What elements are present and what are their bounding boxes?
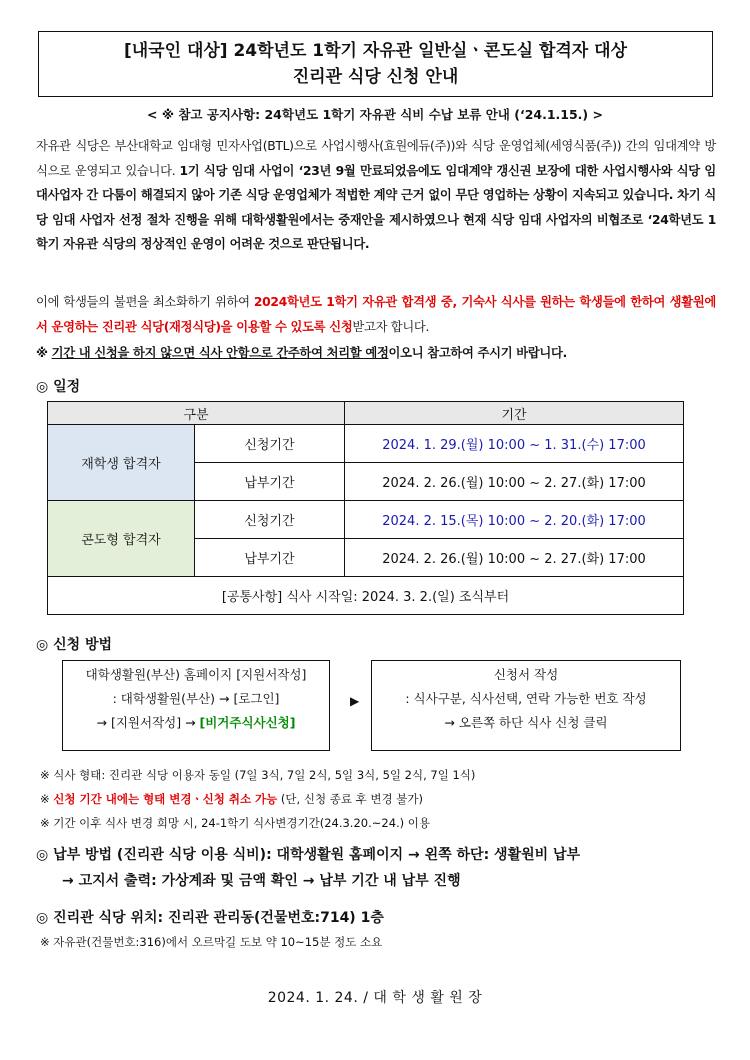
arrow-right-icon: ▶ (350, 694, 360, 708)
warning-underlined: 기간 내 신청을 하지 않으면 식사 안함으로 간주하여 처리할 예정 (51, 346, 389, 360)
intro-text-a: 자유관 식당은 부산대학교 임대형 민자사업(BTL)으로 사업시행사(효원에듀(주))와 식당 운영업체(세영식품(주)) 간의 임대계약 방식으로 운영되고 있습니다. (36, 139, 716, 178)
non-resident-meal-link: [비거주식사신청] (199, 715, 296, 730)
note-after-period: ※ 기간 이후 식사 변경 희망 시, 24-1학기 식사변경기간(24.3.20.~24.) 이용 (40, 816, 431, 830)
note-change-red: 신청 기간 내에는 형태 변경ㆍ신청 취소 가능 (53, 792, 278, 806)
location-heading: ◎ 진리관 식당 위치: 진리관 관리동(건물번호:714) 1층 (36, 910, 384, 926)
box2-line3: → 오른쪽 하단 식사 신청 클릭 (444, 715, 608, 730)
col-category: 구분 (48, 402, 345, 425)
payment-line2: → 고지서 출력: 가상계좌 및 금액 확인 → 납부 기간 내 납부 진행 (62, 873, 461, 889)
title-line2: 진리관 식당 신청 안내 (292, 67, 459, 87)
group-current-students: 재학생 합격자 (48, 425, 195, 501)
purpose-highlight: 2024학년도 1학기 자유관 합격생 중, 기숙사 식사를 원하는 학생들에 한하여 생활원에서 운영하는 진리관 식당(재정식당)을 이용할 수 있도록 신청 (36, 295, 716, 334)
payment-method (36, 842, 726, 894)
g1-pay-period: 2024. 2. 26.(월) 10:00 ~ 2. 27.(화) 17:00 (345, 463, 684, 501)
box1-line3-text: → [지원서작성] → (96, 715, 200, 730)
location-note: ※ 자유관(건물번호:316)에서 오르막길 도보 약 10~15분 정도 소요 (40, 935, 383, 949)
g2-pay-period: 2024. 2. 26.(월) 10:00 ~ 2. 27.(화) 17:00 (345, 539, 684, 577)
purpose-paragraph (36, 290, 716, 339)
box1-line3 (63, 711, 329, 735)
title-line1: [내국인 대상] 24학년도 1학기 자유관 일반실ㆍ콘도실 합격자 대상 (123, 41, 627, 61)
table-row (48, 501, 684, 539)
purpose-text-b: 받고자 합니다. (352, 319, 430, 334)
method-heading: ◎ 신청 방법 (36, 637, 113, 653)
method-notes (40, 763, 475, 835)
box1-title: 대학생활원(부산) 홈페이지 [지원서작성] (85, 667, 307, 682)
box2-title: 신청서 작성 (493, 667, 559, 682)
schedule-heading: ◎ 일정 (36, 379, 81, 395)
apply-period-label: 신청기간 (195, 425, 345, 463)
pay-period-label: 납부기간 (195, 463, 345, 501)
purpose-text-a: 이에 학생들의 불편을 최소화하기 위하여 (36, 295, 254, 309)
note-change-tail: (단, 신청 종료 후 변경 불가) (277, 792, 423, 806)
table-row (48, 425, 684, 463)
box1-line2: : 대학생활원(부산) → [로그인] (112, 691, 280, 706)
table-row (48, 577, 684, 615)
form-step-box (371, 660, 681, 751)
intro-text-b: 1기 식당 임대 사업이 ‘23년 9월 만료되었음에도 임대계약 갱신권 보장에 대한 사업시행사와 식당 임대사업자 간 다툼이 해결되지 않아 기존 식당 운영업체가 적법한 계약 근거 없이 무단 영업하는 상황이 지속되고 있습니다. 차기 식당 임대 사업자 선정 절차 진행을 위해 대학생활원에서는 중재안을 제시하였으나 현재 식당 임대 사업자의 비협조로 ‘24학년도 1학기 자유관 식당의 정상적인 운영이 어려운 것으로 판단됩니다. (36, 163, 716, 251)
group-condo-students: 콘도형 합격자 (48, 501, 195, 577)
note-meal-type: ※ 식사 형태: 진리관 식당 이용자 동일 (7일 3식, 7일 2식, 5일 3식, 5일 2식, 7일 1식) (40, 768, 476, 782)
title-box (38, 31, 713, 97)
g2-apply-period: 2024. 2. 15.(목) 10:00 ~ 2. 20.(화) 17:00 (345, 501, 684, 539)
payment-line1: ◎ 납부 방법 (진리관 식당 이용 식비): 대학생활원 홈페이지 → 왼쪽 하단: 생활원비 납부 (36, 847, 581, 863)
note-mark: ※ (40, 792, 54, 806)
note-change (40, 787, 475, 811)
table-header-row (48, 402, 684, 425)
col-period: 기간 (345, 402, 684, 425)
reference-notice: < ※ 참고 공지사항: 24학년도 1학기 자유관 식비 수납 보류 안내 (‘24.1.15.) > (147, 107, 603, 122)
pay-period-label: 납부기간 (195, 539, 345, 577)
warning-tail: 이오니 참고하여 주시기 바랍니다. (388, 346, 567, 360)
deadline-warning (36, 341, 716, 366)
schedule-table (47, 401, 684, 615)
box2-line2: : 식사구분, 식사선택, 연락 가능한 번호 작성 (405, 691, 647, 706)
footer-signature: 2024. 1. 24. / 대 학 생 활 원 장 (267, 990, 483, 1006)
apply-period-label: 신청기간 (195, 501, 345, 539)
homepage-step-box (62, 660, 330, 751)
common-note: [공통사항] 식사 시작일: 2024. 3. 2.(일) 조식부터 (48, 577, 684, 615)
intro-paragraph (36, 134, 716, 257)
g1-apply-period: 2024. 1. 29.(월) 10:00 ~ 1. 31.(수) 17:00 (345, 425, 684, 463)
warning-mark: ※ (36, 346, 52, 360)
